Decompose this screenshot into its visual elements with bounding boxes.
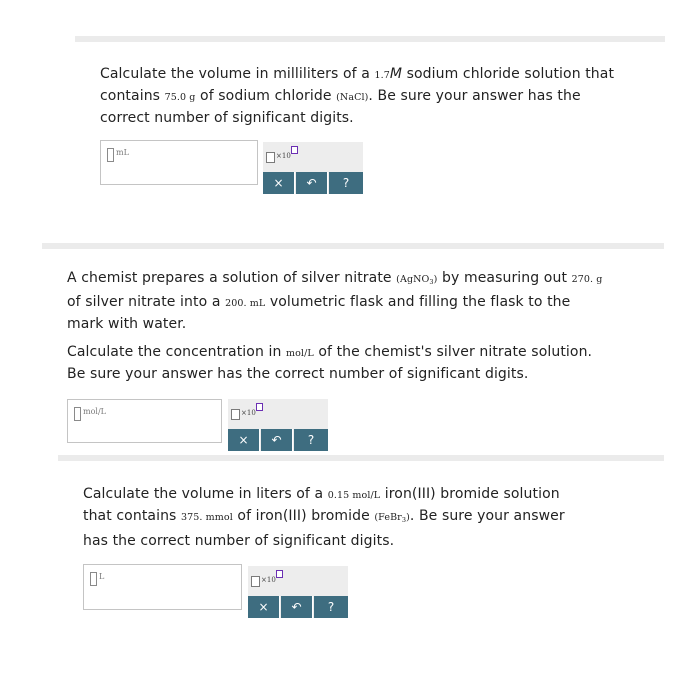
close-icon: × bbox=[258, 600, 269, 614]
text: that contains bbox=[83, 508, 181, 524]
text: iron(III) bromide solution bbox=[380, 486, 560, 502]
input-placeholder-box bbox=[90, 572, 97, 586]
mantissa-box-icon bbox=[251, 576, 260, 587]
text: of the chemist's silver nitrate solution. bbox=[313, 344, 593, 360]
text: (AgNO bbox=[396, 274, 430, 285]
help-button[interactable] bbox=[329, 172, 363, 194]
text: A chemist prepares a solution of silver nitrate bbox=[67, 270, 397, 286]
close-icon: × bbox=[273, 176, 284, 190]
answer-input-2[interactable] bbox=[67, 399, 222, 443]
math-toolbar-3 bbox=[248, 566, 348, 618]
clear-button[interactable] bbox=[248, 596, 280, 618]
answer-unit: mL bbox=[116, 148, 129, 157]
text: sodium chloride solution that bbox=[402, 66, 615, 82]
text: of iron(III) bromide bbox=[232, 508, 375, 524]
subscript: 3 bbox=[401, 516, 407, 524]
concentration-value: 1.7 bbox=[374, 70, 390, 81]
times-ten-label: ×10 bbox=[261, 576, 276, 584]
exponent-box-icon bbox=[276, 570, 283, 578]
input-placeholder-box bbox=[74, 407, 81, 421]
text: ) bbox=[433, 274, 438, 285]
molarity-unit: M bbox=[389, 66, 403, 82]
help-button[interactable] bbox=[314, 596, 348, 618]
concentration-unit: mol/L bbox=[286, 348, 314, 359]
chemical-formula bbox=[374, 512, 410, 523]
text: mark with water. bbox=[67, 316, 187, 332]
text: . Be sure your answer has the bbox=[368, 88, 581, 104]
exponent-box-icon bbox=[291, 146, 298, 154]
text: . Be sure your answer bbox=[409, 508, 565, 524]
undo-icon: ↶ bbox=[306, 176, 317, 190]
mass-value: 75.0 g bbox=[164, 92, 196, 103]
close-icon: × bbox=[238, 433, 249, 447]
exponent-box-icon bbox=[256, 403, 263, 411]
times-ten-label: ×10 bbox=[276, 152, 291, 160]
undo-button[interactable] bbox=[281, 596, 313, 618]
math-toolbar-2 bbox=[228, 399, 328, 451]
section-divider bbox=[42, 243, 664, 249]
chemical-formula: (NaCl) bbox=[336, 92, 369, 103]
text: Calculate the volume in milliliters of a bbox=[100, 66, 375, 82]
text: of silver nitrate into a bbox=[67, 294, 226, 310]
help-button[interactable] bbox=[294, 429, 328, 451]
answer-unit: mol/L bbox=[83, 407, 106, 416]
clear-button[interactable] bbox=[263, 172, 295, 194]
answer-input-1[interactable] bbox=[100, 140, 258, 185]
concentration-value: 0.15 mol/L bbox=[327, 490, 381, 501]
chemical-formula bbox=[396, 274, 437, 285]
question-3-text bbox=[83, 484, 653, 552]
section-divider bbox=[75, 36, 665, 42]
mantissa-box-icon bbox=[231, 409, 240, 420]
text: of sodium chloride bbox=[195, 88, 337, 104]
subscript: 3 bbox=[429, 278, 434, 286]
text: contains bbox=[100, 88, 165, 104]
mantissa-box-icon bbox=[266, 152, 275, 163]
input-placeholder-box bbox=[107, 148, 114, 162]
volume-value: 200. mL bbox=[225, 298, 266, 309]
text: (FeBr bbox=[374, 512, 402, 523]
text: Calculate the volume in liters of a bbox=[83, 486, 328, 502]
help-icon: ? bbox=[307, 433, 315, 447]
amount-value: 375. mmol bbox=[181, 512, 233, 523]
question-1-text bbox=[100, 64, 660, 128]
text: volumetric flask and filling the flask to the bbox=[265, 294, 571, 310]
text: Calculate the concentration in bbox=[67, 344, 286, 360]
text: correct number of significant digits. bbox=[100, 110, 354, 126]
section-divider bbox=[58, 455, 664, 461]
text: ) bbox=[406, 512, 410, 523]
math-toolbar-1 bbox=[263, 142, 363, 194]
text: by measuring out bbox=[437, 270, 572, 286]
help-icon: ? bbox=[342, 176, 350, 190]
undo-button[interactable] bbox=[261, 429, 293, 451]
times-ten-label: ×10 bbox=[241, 409, 256, 417]
undo-icon: ↶ bbox=[271, 433, 282, 447]
clear-button[interactable] bbox=[228, 429, 260, 451]
question-2-text bbox=[67, 268, 657, 384]
answer-unit: L bbox=[99, 572, 105, 581]
text: has the correct number of significant digits. bbox=[83, 533, 395, 549]
help-icon: ? bbox=[327, 600, 335, 614]
mass-value: 270. g bbox=[571, 274, 603, 285]
undo-icon: ↶ bbox=[291, 600, 302, 614]
answer-input-3[interactable] bbox=[83, 564, 242, 610]
text: Be sure your answer has the correct number of significant digits. bbox=[67, 366, 529, 382]
undo-button[interactable] bbox=[296, 172, 328, 194]
